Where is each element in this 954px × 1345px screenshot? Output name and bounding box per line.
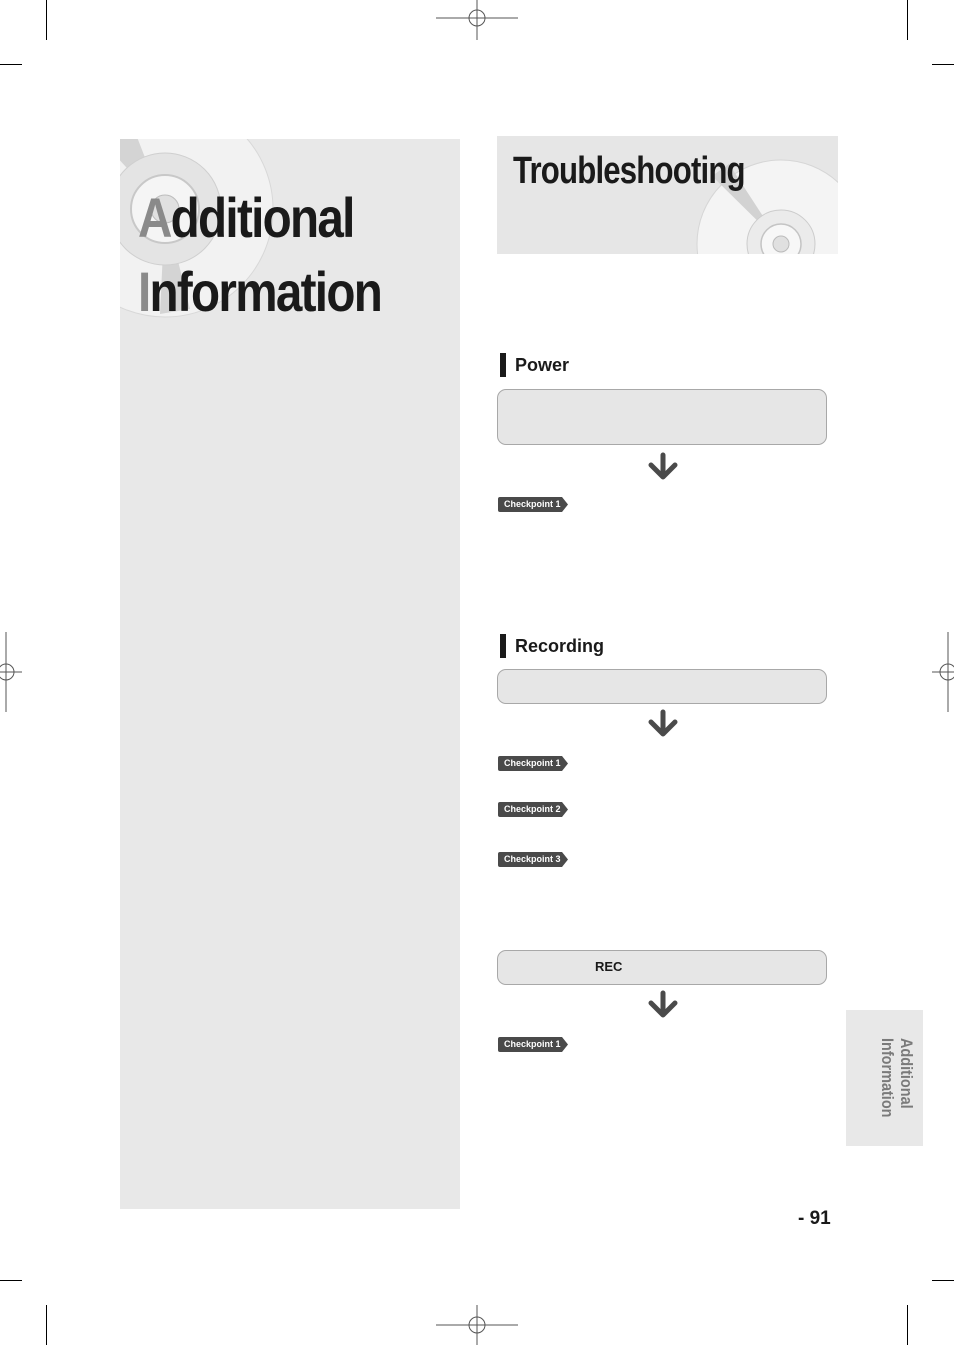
crop-mark (46, 1305, 47, 1345)
checkpoint-badge (498, 852, 570, 867)
checkpoint-badge (498, 756, 570, 771)
registration-mark-icon (436, 0, 518, 40)
crop-mark (932, 1280, 954, 1281)
checkpoint-label: Checkpoint 1 (504, 758, 561, 768)
registration-mark-icon (436, 1305, 518, 1345)
chapter-title-initial: I (138, 260, 150, 323)
chapter-title-line-1 (138, 185, 354, 250)
chapter-title-initial: A (138, 186, 171, 249)
arrow-down-icon (645, 452, 681, 482)
section-heading-recording (500, 634, 604, 658)
chapter-side-tab (846, 1010, 923, 1146)
side-tab-line-2: Information (878, 1038, 897, 1118)
arrow-down-icon (645, 709, 681, 739)
crop-mark (907, 1305, 908, 1345)
chapter-title-text: nformation (149, 260, 382, 323)
rec-label: REC (595, 959, 623, 974)
page-title: Troubleshooting (513, 150, 745, 192)
heading-bar (500, 353, 506, 377)
crop-mark (932, 64, 954, 65)
side-tab-line-1: Additional (897, 1038, 916, 1109)
section-heading-power (500, 353, 569, 377)
crop-mark (0, 1280, 22, 1281)
symptom-box (497, 669, 827, 704)
checkpoint-label: Checkpoint 1 (504, 499, 561, 509)
heading-bar (500, 634, 506, 658)
registration-mark-icon (932, 632, 954, 712)
checkpoint-badge (498, 1037, 570, 1052)
chapter-title-line-2 (138, 259, 381, 324)
section-heading-label: Recording (515, 635, 605, 656)
arrow-down-icon (645, 990, 681, 1020)
checkpoint-badge (498, 497, 570, 512)
checkpoint-badge (498, 802, 570, 817)
symptom-box (497, 389, 827, 445)
chapter-title-text: dditional (170, 186, 354, 249)
crop-mark (46, 0, 47, 40)
chapter-panel (120, 139, 460, 1209)
crop-mark (907, 0, 908, 40)
checkpoint-label: Checkpoint 1 (504, 1039, 561, 1049)
checkpoint-label: Checkpoint 3 (504, 854, 561, 864)
registration-mark-icon (0, 632, 22, 712)
checkpoint-label: Checkpoint 2 (504, 804, 561, 814)
side-tab-text (878, 1038, 916, 1128)
section-heading-label: Power (515, 354, 570, 375)
page-number: - 91 (798, 1208, 831, 1229)
crop-mark (0, 64, 22, 65)
section-header (497, 136, 838, 254)
symptom-box-rec (497, 950, 827, 985)
